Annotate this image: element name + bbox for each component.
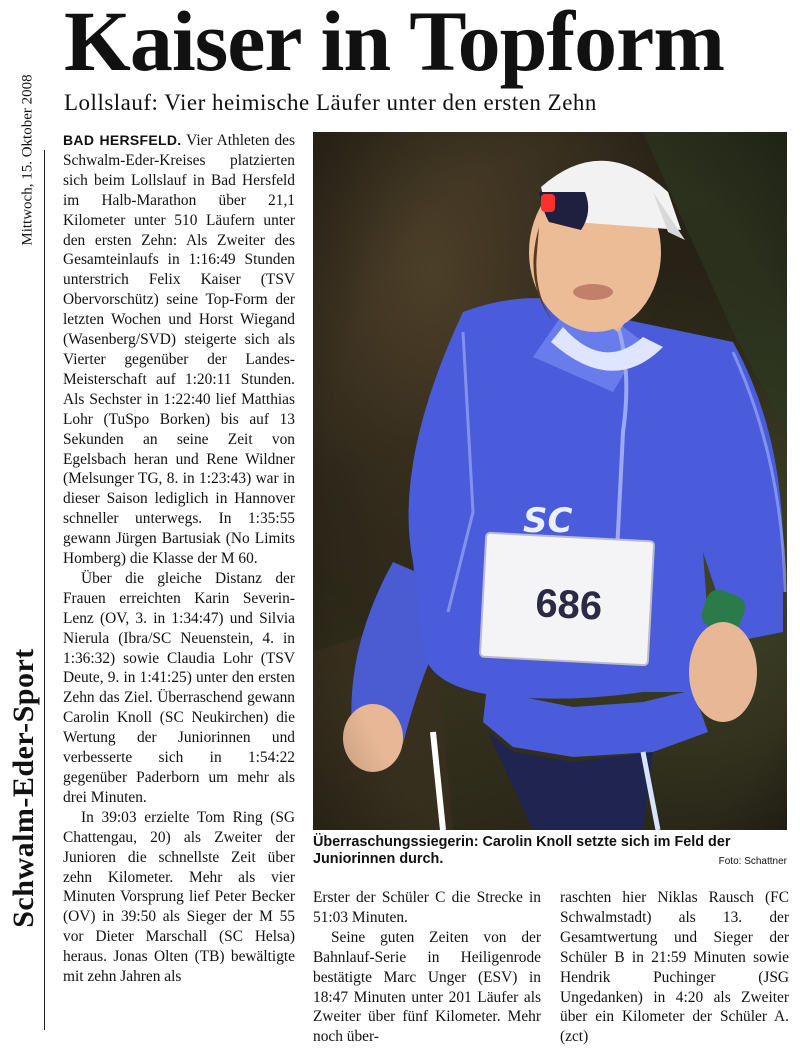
sidebar-rule <box>44 150 45 1030</box>
paragraph-1-text: Vier Athleten des Schwalm-Eder-Kreises platzierten sich beim Lollslauf in Bad Hersfeld im Halb-Marathon über 21,1 Kilometer unter 510 Läufern unter den ersten Zehn: Als Zweiter des Gesamteinlaufs in 1:16:49 Stunden unterstrich Felix Kaiser (TSV Obervorschütz) seine Top-Form der letzten Wochen und Horst Wiegand (Wasenberg/SVD) steigerte sich als Vierter gegenüber der Landes-Meisterschaft auf 1:20:11 Stunden. Als Sechster in 1:22:40 lief Matthias Lohr (TuSpo Borken) bis auf 13 Sekunden an seine Zeit von Egelsbach heran und Rene Wildner (Melsunger TG, 8. in 1:23:43) war in dieser Saison lediglich in Hannover schneller unterwegs. In 1:35:55 gewann Jürgen Bartusiak (No Limits Homberg) die Klasse der M 60. <box>63 132 296 568</box>
paragraph-5: Seine guten Zeiten von der Bahnlauf-Serie in Heiligenrode bestätigte Marc Unger (ESV) in 18:47 Minuten unter 201 Läufer als Zweiter über fünf Kilometer. Mehr noch über- <box>313 928 541 1046</box>
article-column-3 <box>560 888 789 1047</box>
runner-illustration <box>313 132 787 830</box>
subheadline: Lollslauf: Vier heimische Läufer unter den ersten Zehn <box>64 90 597 115</box>
section-label <box>6 620 42 955</box>
paragraph-2: Über die gleiche Distanz der Frauen erreichten Karin Severin-Lenz (OV, 3. in 1:34:47) und Silvia Nierula (Ibra/SC Neuenstein, 4. in 1:36:32) sowie Claudia Lohr (TSV Deute, 9. in 1:41:25) unter den ersten Zehn das Ziel. Überraschend gewann Carolin Knoll (SC Neukirchen) die Wertung der Juniorinnen und verbesserte sich in 1:54:22 gegenüber Paderborn um mehr als drei Minuten. <box>63 569 295 806</box>
paragraph-6: raschten hier Niklas Rausch (FC Schwalmstadt) als 13. der Gesamtwertung und Sieger der Schüler B in 21:59 Minuten sowie Hendrik Puchinger (JSG Ungedanken) in 4:20 als Zweiter über ein Kilometer der Schüler A. (zct) <box>560 889 789 1046</box>
photo-credit: Foto: Schattner <box>718 856 787 867</box>
article-column-1 <box>63 131 295 987</box>
publication-date <box>16 40 40 280</box>
dateline: BAD HERSFELD. <box>63 132 182 148</box>
headline: Kaiser in Topform <box>64 0 724 89</box>
section-label-text: Schwalm-Eder-Sport <box>7 647 40 928</box>
article-column-2 <box>313 888 541 1047</box>
runner-photo <box>313 132 787 830</box>
paragraph-3: In 39:03 erzielte Tom Ring (SG Chattengau, 20) als Zweiter der Junioren die schnellste Zeit über zehn Kilometer. Mehr als vier Minuten Vorsprung lief Peter Becker (OV) in 39:50 als Sieger der M 55 vor Dieter Marschall (SC Helsa) heraus. Jonas Olten (TB) bewältigte mit zehn Jahren als <box>63 808 295 986</box>
photo-caption: Überraschungssiegerin: Carolin Knoll setzte sich im Feld der Juniorinnen durch. <box>313 834 731 867</box>
paragraph-1 <box>63 131 295 569</box>
publication-date-text: Mittwoch, 15. Oktober 2008 <box>19 74 36 246</box>
paragraph-4: Erster der Schüler C die Strecke in 51:03 Minuten. <box>313 889 541 926</box>
